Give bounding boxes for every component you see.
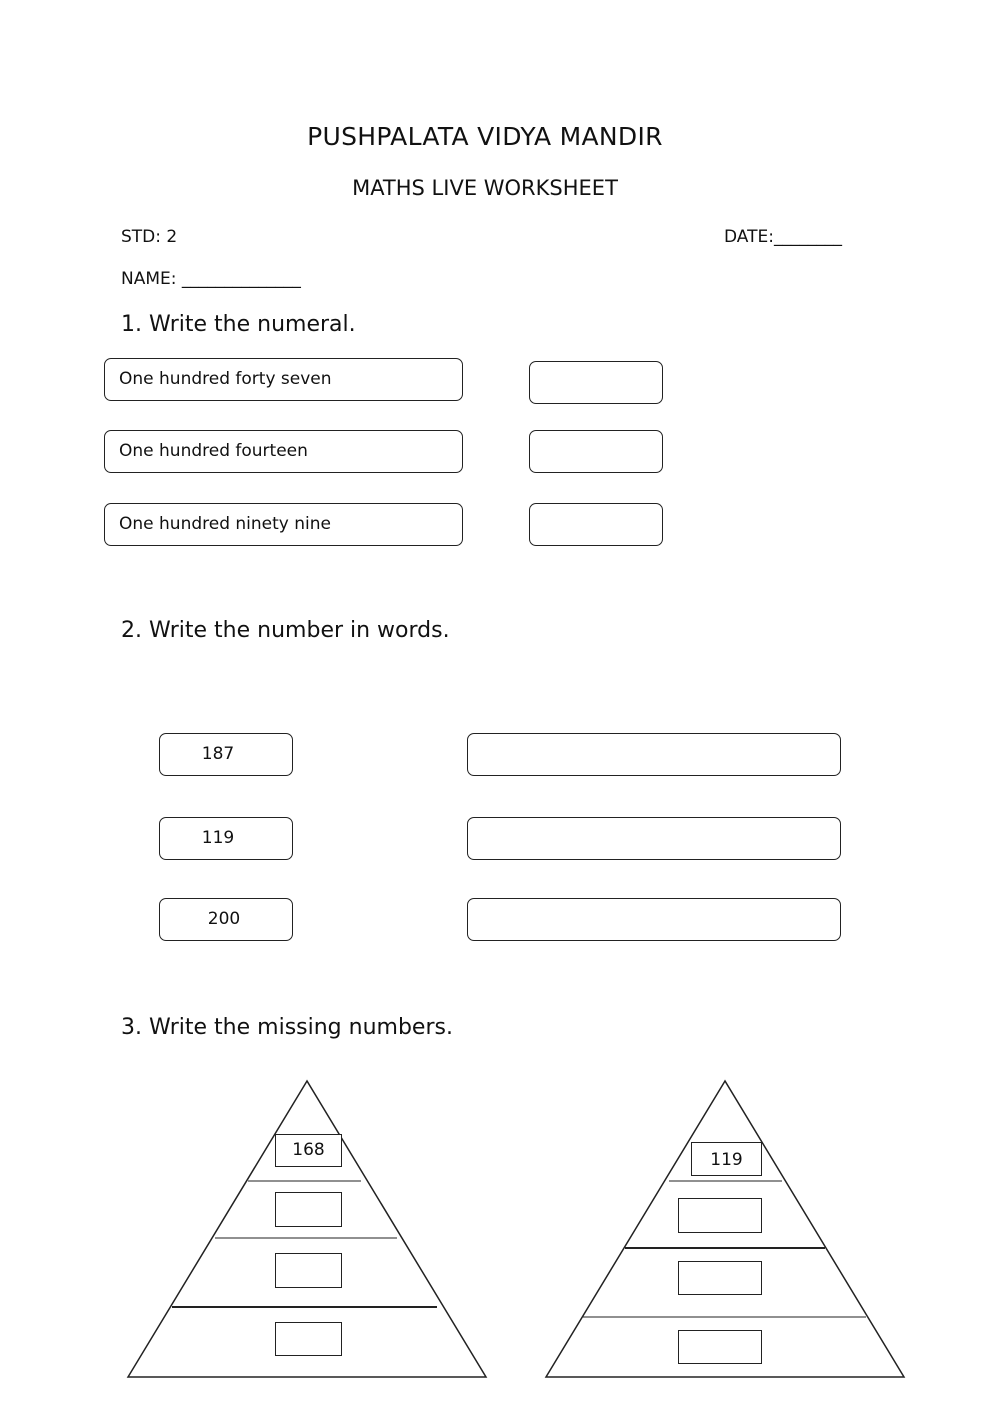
q1-words-text: One hundred ninety nine [119, 514, 331, 534]
worksheet-title: MATHS LIVE WORKSHEET [352, 176, 618, 200]
right-pyramid-blank-input[interactable] [678, 1261, 762, 1295]
left-pyramid-blank-input[interactable] [275, 1322, 342, 1356]
name-label: NAME: ______________ [121, 269, 301, 289]
left-pyramid-top-number: 168 [275, 1134, 342, 1167]
std-label: STD: 2 [121, 227, 178, 247]
question-2-title: 2. Write the number in words. [121, 618, 450, 643]
right-pyramid-blank-input[interactable] [678, 1198, 762, 1233]
right-pyramid-top-number: 119 [691, 1142, 762, 1176]
question-3-title: 3. Write the missing numbers. [121, 1015, 453, 1040]
question-1-title: 1. Write the numeral. [121, 312, 356, 337]
school-title: PUSHPALATA VIDYA MANDIR [307, 122, 663, 151]
q1-words-text: One hundred fourteen [119, 441, 308, 461]
left-pyramid-blank-input[interactable] [275, 1253, 342, 1288]
q1-words-text: One hundred forty seven [119, 369, 332, 389]
right-pyramid-blank-input[interactable] [678, 1330, 762, 1364]
date-label: DATE:________ [724, 227, 842, 247]
left-pyramid-blank-input[interactable] [275, 1192, 342, 1227]
q2-number-text: 119 [201, 828, 235, 848]
q2-number-text: 200 [207, 909, 241, 929]
q2-number-text: 187 [201, 744, 235, 764]
